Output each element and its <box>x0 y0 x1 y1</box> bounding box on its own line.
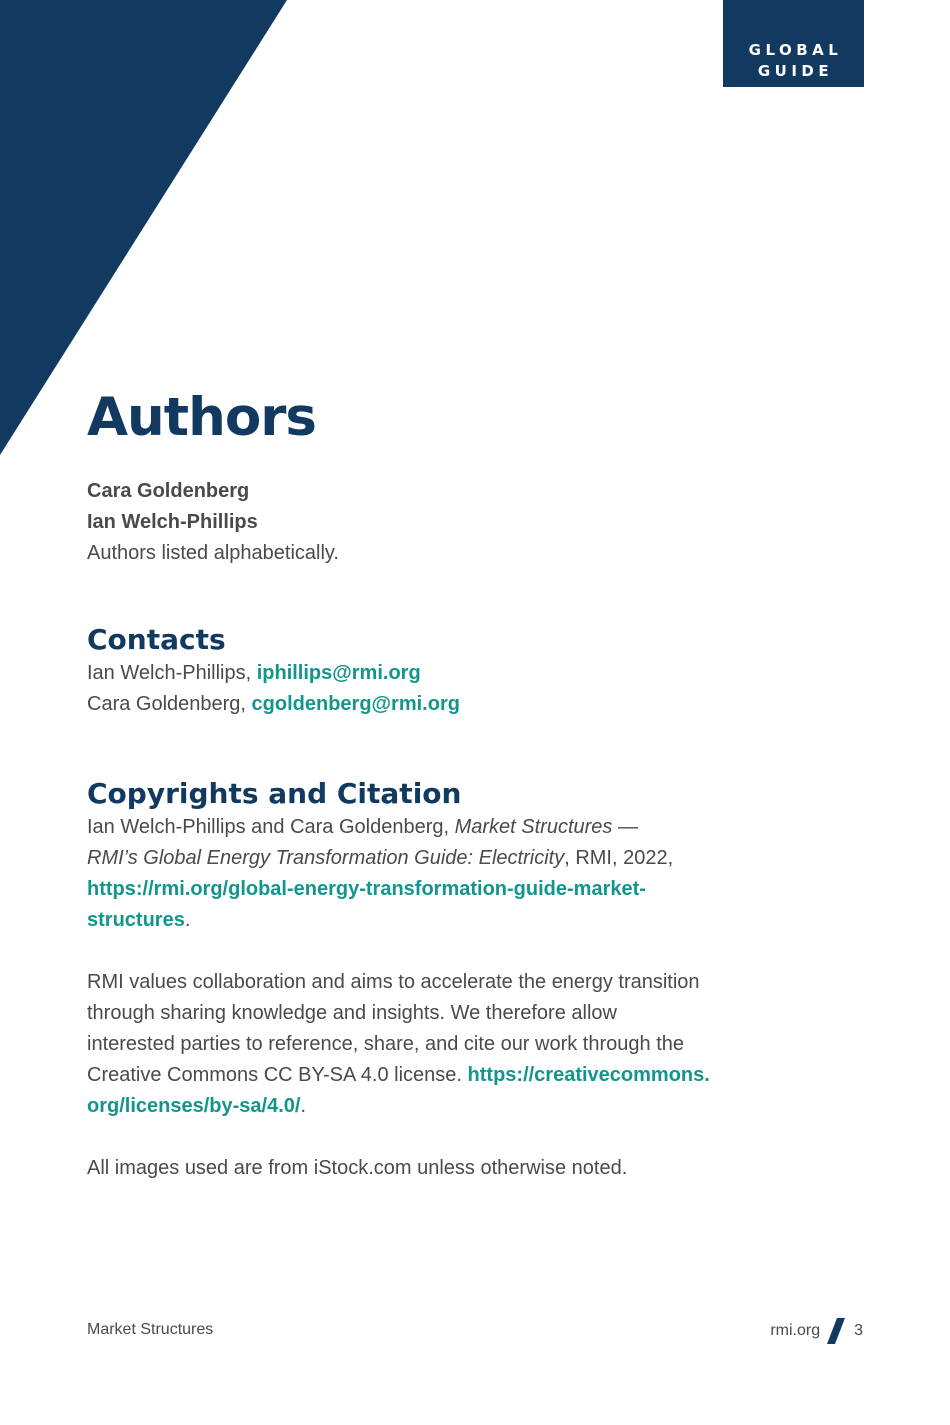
badge-line-1: GLOBAL <box>748 41 843 59</box>
author-name-1: Cara Goldenberg <box>87 480 250 502</box>
contact-item <box>87 689 460 720</box>
contact-email-link[interactable]: cgoldenberg@rmi.org <box>251 693 460 715</box>
global-guide-badge <box>723 0 864 87</box>
license-end: . <box>300 1095 306 1117</box>
license-paragraph <box>87 967 747 1122</box>
authors-section <box>87 476 339 569</box>
contact-email-link[interactable]: iphillips@rmi.org <box>256 662 421 684</box>
citation-title-1: Market Structures — <box>454 816 638 838</box>
license-line-4: Creative Commons CC BY-SA 4.0 license. <box>87 1064 468 1086</box>
contacts-heading: Contacts <box>87 623 226 656</box>
authors-note: Authors listed alphabetically. <box>87 542 339 564</box>
contacts-section <box>87 622 460 720</box>
contact-name: Cara Goldenberg, <box>87 693 252 715</box>
license-line-1: RMI values collaboration and aims to accelerate the energy transition <box>87 971 700 993</box>
page-title: Authors <box>87 387 316 448</box>
license-line-2: through sharing knowledge and insights. We therefore allow <box>87 1002 617 1024</box>
footer-site-link[interactable]: rmi.org <box>770 1322 821 1339</box>
citation-end: . <box>184 909 191 931</box>
license-url-part-2[interactable]: org/licenses/by-sa/4.0/ <box>87 1095 301 1117</box>
badge-line-2: GUIDE <box>757 62 834 80</box>
slash-divider-icon <box>826 1317 848 1345</box>
license-line-3: interested parties to reference, share, and cite our work through the <box>87 1033 685 1055</box>
footer-doc-title: Market Structures <box>87 1321 214 1338</box>
citation-url-link[interactable] <box>87 878 646 931</box>
citation-publisher: , RMI, 2022, <box>564 847 674 869</box>
contact-name: Ian Welch-Phillips, <box>87 662 257 684</box>
page-number: 3 <box>854 1322 863 1339</box>
citation-url-part-2[interactable]: structures <box>87 909 185 931</box>
images-note: All images used are from iStock.com unless otherwise noted. <box>87 1157 628 1179</box>
copyright-heading: Copyrights and Citation <box>87 777 462 810</box>
license-url-part-1[interactable]: https://creativecommons. <box>467 1064 710 1086</box>
citation-authors: Ian Welch-Phillips and Cara Goldenberg, <box>87 816 455 838</box>
author-name-2: Ian Welch-Phillips <box>87 511 258 533</box>
contact-item <box>87 658 460 689</box>
footer-right <box>770 1317 863 1345</box>
citation-paragraph <box>87 812 747 936</box>
citation-title-2: RMI’s Global Energy Transformation Guide: Electricity <box>87 847 565 869</box>
copyright-section <box>87 776 747 1184</box>
citation-url-part-1[interactable]: https://rmi.org/global-energy-transformation-guide-market- <box>87 878 646 900</box>
